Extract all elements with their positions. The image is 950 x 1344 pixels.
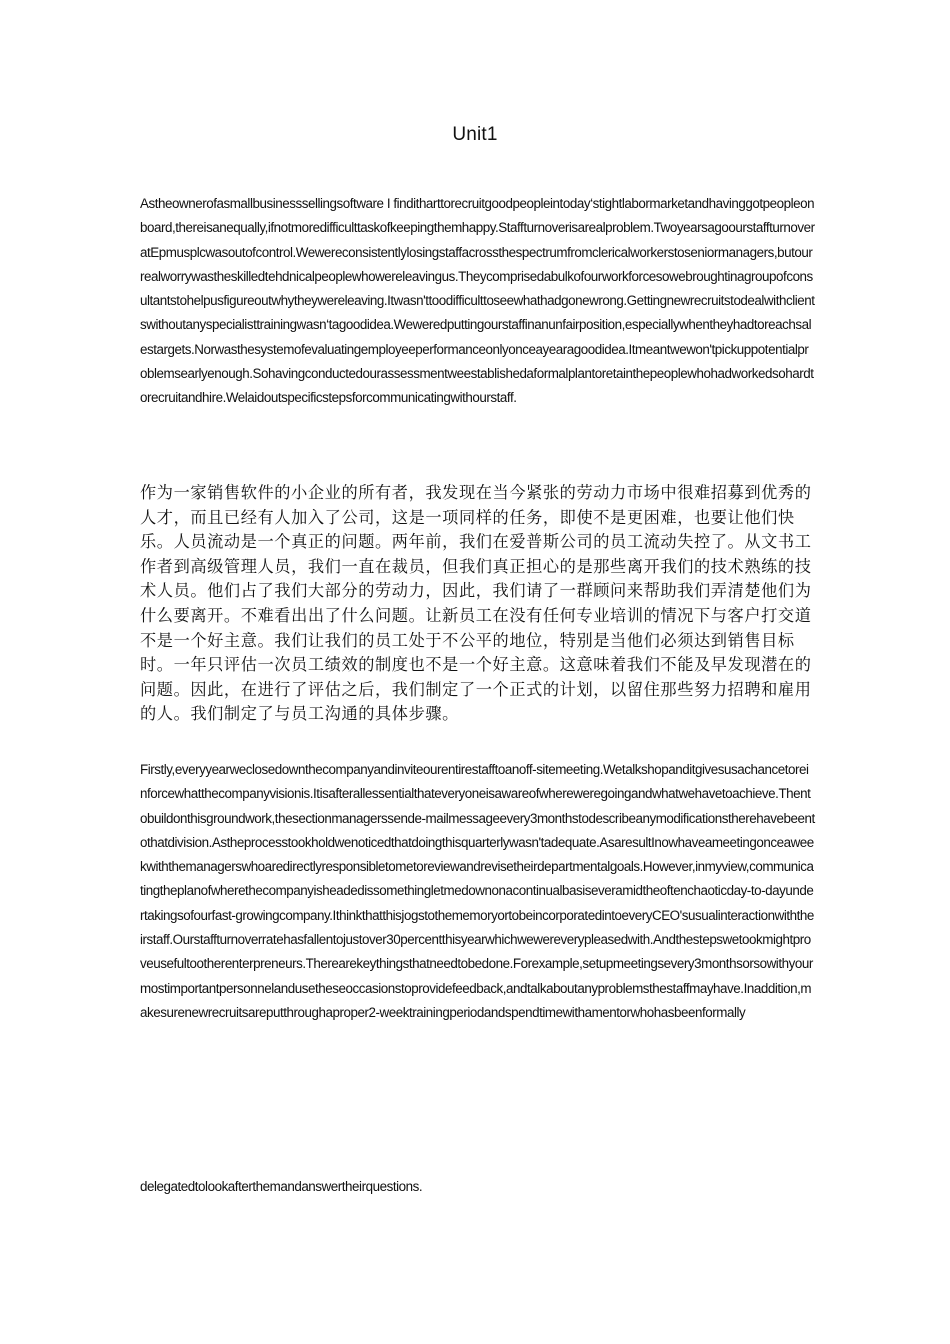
paragraph-chinese-translation: 作为一家销售软件的小企业的所有者，我发现在当今紧张的劳动力市场中很难招募到优秀的人才，而且已经有人加入了公司，这是一项同样的任务，即使不是更困难，也要让他们快乐。人员流动是一个真正的问题。两年前，我们在爱普斯公司的员工流动失控了。从文书工作者到高级管理人员，我们一直在裁员，但我们真正担心的是那些离开我们的技术熟练的技术人员。他们占了我们大部分的劳动力，因此，我们请了一群顾问来帮助我们弄清楚他们为什么要离开。不难看出出了什么问题。让新员工在没有任何专业培训的情况下与客户打交道不是一个好主意。我们让我们的员工处于不公平的地位，特别是当他们必须达到销售目标时。一年只评估一次员工绩效的制度也不是一个好主意。这意味着我们不能及早发现潜在的问题。因此，在进行了评估之后，我们制定了一个正式的计划，以留住那些努力招聘和雇用的人。我们制定了与员工沟通的具体步骤。 [140, 483, 812, 724]
paragraph-english-steps: Firstly,everyyearweclosedownthecompanyandinviteourentirestafftoanoff-sitemeeting.Wetalkshopanditgivesusachancetoreinforcewhatthecompanyvisionis.Itisafterallessentialthateveryoneisawareofwhereweregoingandwhatwehavetoachieve.Thentobuildonthisgroundwork,thesectionmanagerssende-mailmessageevery3monthstodescribeanymodificationstherehavebeentothatdivision.Astheprocesstookholdwenoticedthatdoingthisquarterlywasn'tadequate.AsaresultInowhaveameetingonceaweekwiththemanagerswhoaredirectlyresponsibletometoreviewandrevisetheirdepartmentalgoals.However,inmyview,communicatingtheplanofwherethecompanyisheadedissomethingletmedownonacontinualbasiseveramidtheoftenchaoticday-to-dayundertakingsofourfast-growingcompany.IthinkthatthisjogstothememoryortobeincorporatedintoeveryCEO'susualinteractionwiththeirstaff.Ourstaffturnoverratehasfallentojustover30percentthisyearwhichwewereverypleasedwith.Andthestepswetookmightproveusefultootherenterpreneurs.Therearekeythingsthatneedtobedone.Forexample,setupmeetingsevery3monthsorsowithyourmostimportantpersonnelandusetheseoccasionstoprovidefeedback,andtalkaboutanyproblemsthestaffmayhave.Inaddition,makesurenewrecruitsareputthroughaproper2-weektrainingperiodandspendtimewithamentorwhohasbeenformally [140, 762, 815, 1020]
paragraph-english-closing: delegatedtolookafterthemandanswertheirquestions. [140, 1179, 423, 1194]
paragraph-english-intro: Astheownerofasmallbusinesssellingsoftware I finditharttorecruitgoodpeopleintoday‘stightlabormarketandhavinggotpeopleonboard,thereisanequally,ifnotmoredifficulttaskofkeepingthemhappy.Staffturnoverisarealproblem.TwoyearsagoourstaffturnoveratEpmusplcwasoutofcontrol.Wewereconsistentlylosingstaffacrossthespectrumfromclericalworkerstoseniormanagers,butourrealworrywastheskilledtehdnicalpeoplewhowereleavingus.Theycomprisedabulkofourworkforcesowebroughtinagroupofconsultantstohelpusfigureoutwhytheywereleaving.Itwasn'ttoodifficulttoseewhathadgonewrong.Gettingnewrecruitstodealwithclientswithoutanyspecialisttrainingwasn‘tagoodidea.Weweredputtingourstaffinanunfairposition,especiallywhentheyhadtoreachsalestargets.Norwasthesystemofevaluatingemployeeperformanceonlyonceayearagoodidea.Itmeantwewon'tpickuppotentialproblemsearlyenough.Sohavingconductedourassessmentweestablishedaformalplantoretainthepeoplewhohadworkedsohardtorecruitandhire.Welaidoutspecificstepsforcommunicatingwithourstaff. [140, 196, 815, 406]
document-title: Unit1 [452, 124, 498, 145]
